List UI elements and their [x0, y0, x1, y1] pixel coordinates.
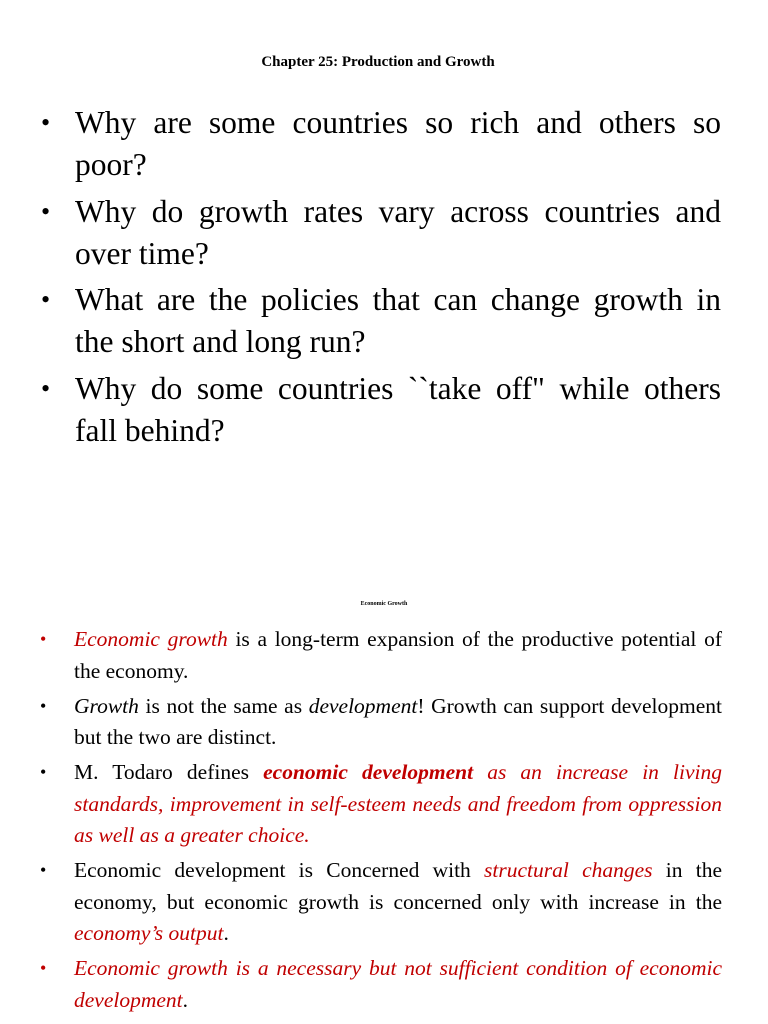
list-item: [40, 855, 722, 950]
page-title: Chapter 25: Production and Growth: [261, 54, 495, 70]
bullet-icon: •: [40, 860, 47, 880]
list-item: [41, 279, 721, 363]
term-growth: Growth: [74, 693, 139, 718]
list-item: [41, 368, 721, 452]
points-list: [40, 624, 722, 1020]
point-text: M. Todaro defines: [74, 760, 264, 784]
term-economic-development: economic development: [263, 760, 474, 784]
question-text: Why are some countries so rich and others so poor?: [75, 105, 721, 182]
bullet-icon: •: [40, 762, 47, 782]
term-structural-changes: structural changes: [484, 858, 653, 882]
term-development: development: [308, 693, 418, 718]
bullet-icon: •: [40, 629, 47, 649]
question-text: Why do growth rates vary across countries and over time?: [75, 193, 721, 271]
list-item: [40, 624, 722, 687]
bullet-icon: •: [40, 695, 47, 716]
question-list: [41, 102, 721, 456]
bullet-icon: •: [41, 108, 51, 137]
point-text: ! Growth can support development but the two are distinct.: [74, 693, 722, 749]
bullet-icon: •: [40, 958, 47, 978]
point-text: .: [182, 987, 189, 1012]
point-text: .: [223, 921, 229, 945]
question-text: What are the policies that can change growth in the short and long run?: [75, 282, 721, 359]
conclusion-text: Economic growth is a necessary but not sufficient condition of economic development: [74, 956, 722, 1012]
list-item: [40, 691, 722, 754]
list-item: [41, 191, 721, 275]
section-heading: Economic Growth: [360, 601, 408, 607]
list-item: [40, 953, 722, 1016]
point-text: is a long-term expansion of the productive potential of the economy.: [74, 627, 722, 683]
point-text: in the economy, but economic growth is concerned only with increase in the: [74, 858, 722, 914]
list-item: [40, 757, 722, 852]
bullet-icon: •: [41, 196, 51, 226]
bullet-icon: •: [41, 285, 51, 314]
list-item: [41, 102, 721, 186]
point-text: Economic development is Concerned with: [74, 858, 485, 882]
definition-text: as an increase in living standards, improvement in self-esteem needs and freedom from oppression as well as a greater choice.: [74, 760, 722, 847]
term-economic-growth: Economic growth: [74, 627, 228, 651]
term-economy-output: economy’s output: [74, 921, 224, 945]
point-text: is not the same as: [138, 693, 309, 718]
question-text: Why do some countries ``take off" while others fall behind?: [75, 370, 721, 448]
bullet-icon: •: [41, 373, 51, 403]
